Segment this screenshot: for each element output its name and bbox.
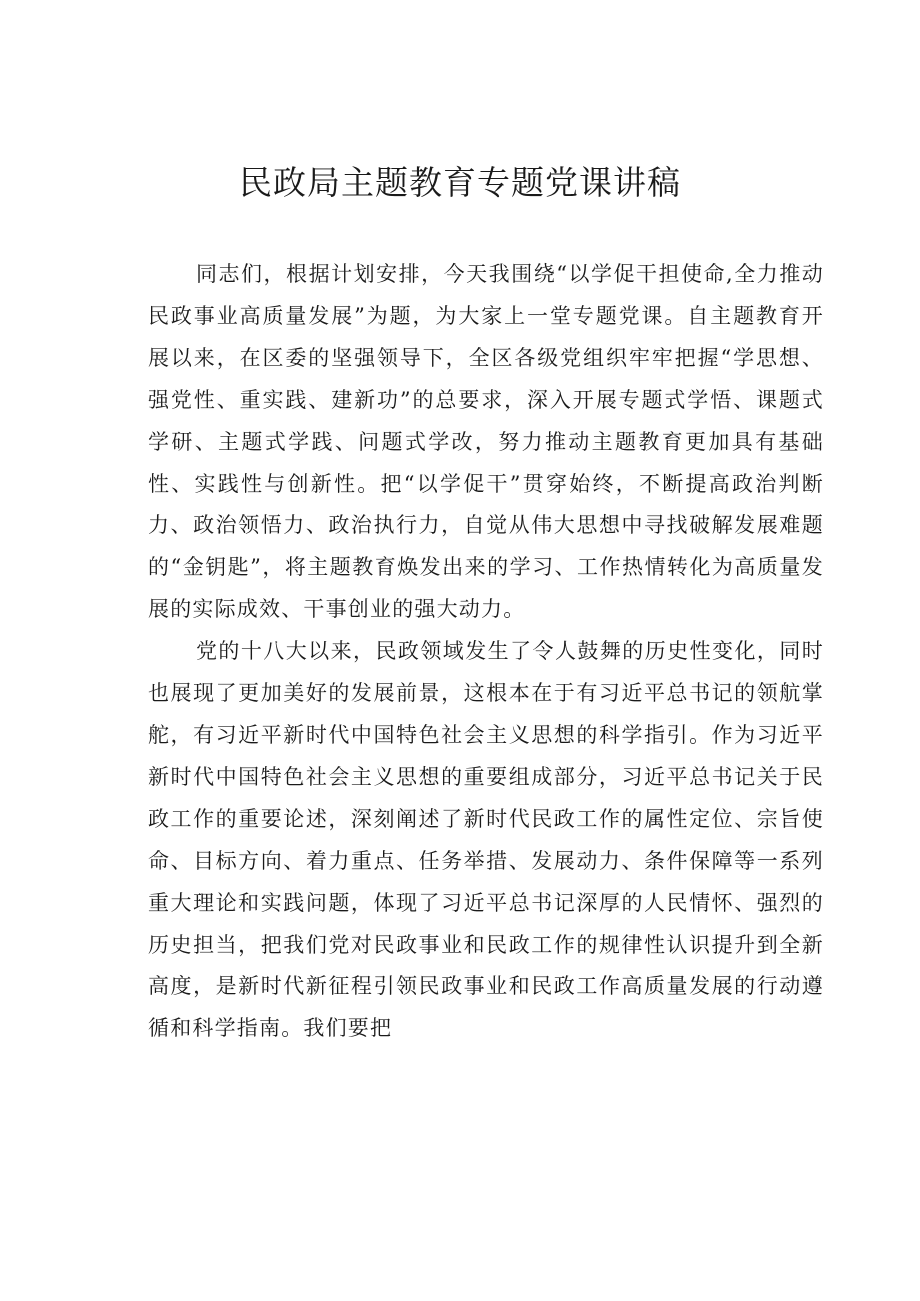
document-title: 民政局主题教育专题党课讲稿 (239, 163, 681, 202)
paragraph-1: 同志们，根据计划安排，今天我围绕“以学促干担使命,全力推动民政事业高质量发展”为题，为大家上一堂专题党课。自主题教育开展以来，在区委的坚强领导下，全区各级党组织牢牢把握“学思想、强党性、重实践、建新功”的总要求，深入开展专题式学悟、课题式学研、主题式学践、问题式学改，努力推动主题教育更加具有基础性、实践性与创新性。把“以学促干”贯穿始终，不断提高政治判断力、政治领悟力、政治执行力，自觉从伟大思想中寻找破解发展难题的“金钥匙”，将主题教育焕发出来的学习、工作热情转化为高质量发展的实际成效、干事创业的强大动力。 (148, 262, 824, 622)
paragraph-2: 党的十八大以来，民政领域发生了令人鼓舞的历史性变化，同时也展现了更加美好的发展前景，这根本在于有习近平总书记的领航掌舵，有习近平新时代中国特色社会主义思想的科学指引。作为习近平新时代中国特色社会主义思想的重要组成部分，习近平总书记关于民政工作的重要论述，深刻阐述了新时代民政工作的属性定位、宗旨使命、目标方向、着力重点、任务举措、发展动力、条件保障等一系列重大理论和实践问题，体现了习近平总书记深厚的人民情怀、强烈的历史担当，把我们党对民政事业和民政工作的规律性认识提升到全新高度，是新时代新征程引领民政事业和民政工作高质量发展的行动遵循和科学指南。我们要把 (148, 639, 824, 1041)
document-body (148, 254, 824, 1050)
